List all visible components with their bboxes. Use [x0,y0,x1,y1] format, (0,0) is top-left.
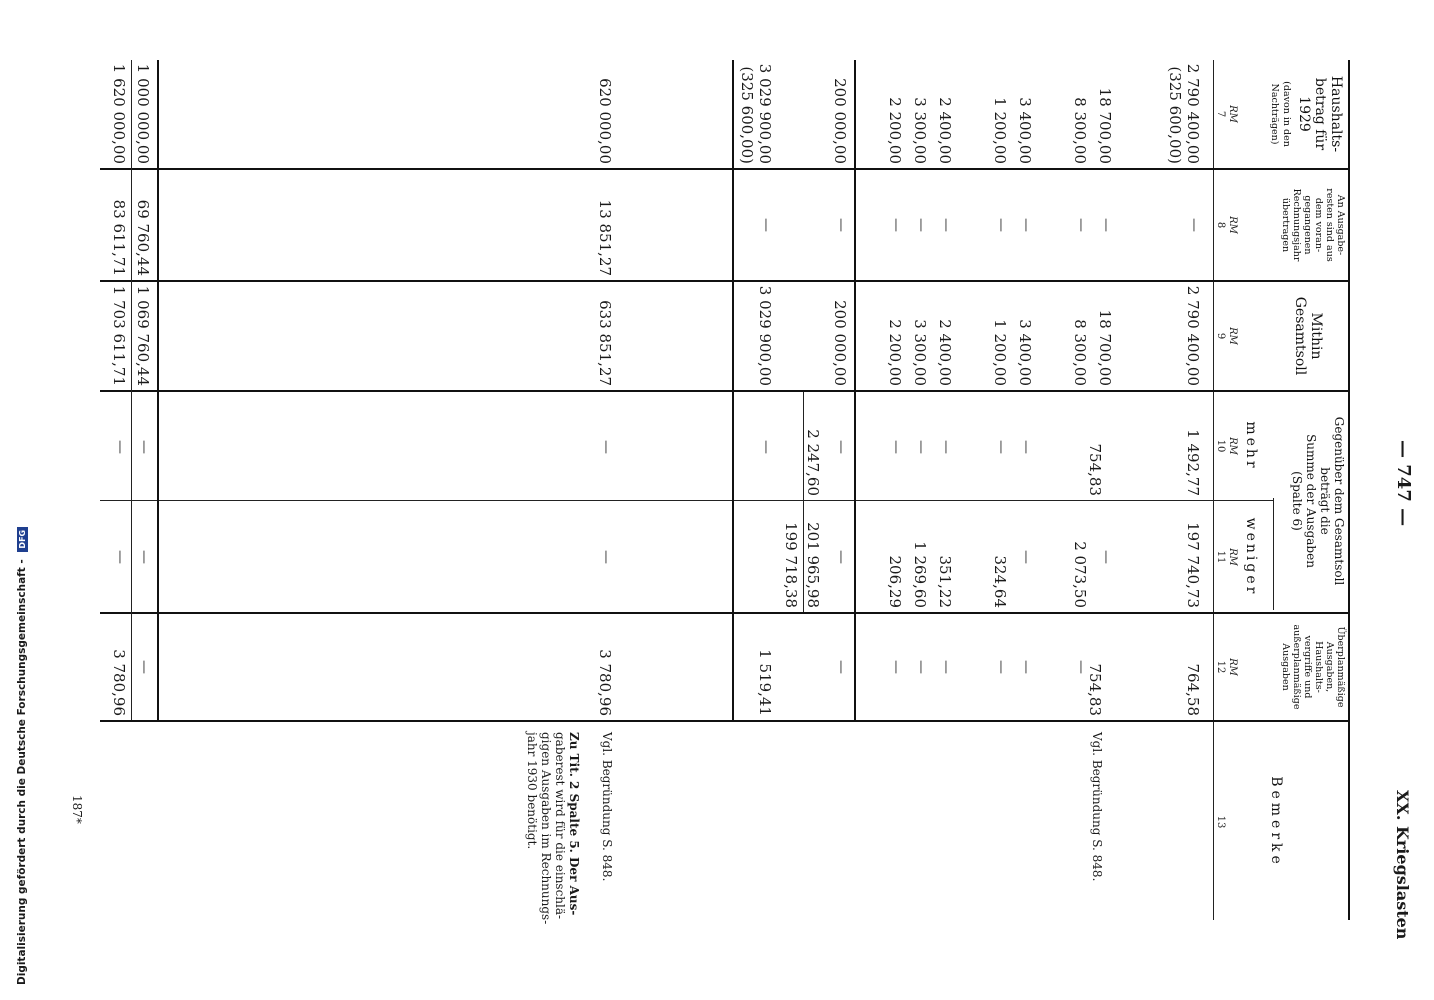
col9-number: 9 [1215,332,1226,340]
side-note-line-2: gaberest wird für die einschlä- [553,732,567,920]
col12-header: Überplanmäßige Ausgaben, Haushalts- vergriffe und außerplanmäßige Ausgaben [1280,624,1346,710]
r9-col8: — [833,218,849,232]
col7-header: Haushalts- betrag für 1929 [1296,75,1344,153]
footer-mark: 187* [70,795,84,824]
total-col10: — [112,440,128,454]
r10-col8: — [758,218,774,232]
r9-col9: 200 000,00 [831,300,849,386]
col10-number: 10 [1215,439,1226,453]
r5-col12: — [993,660,1009,674]
r8-col9: 2 200,00 [886,319,904,386]
col7-subheader: (davon in den Nachträgen) [1269,81,1292,147]
col-divider-10-11 [100,500,1274,501]
r11-col12: 3 780,96 [596,649,614,716]
r1-col7: 2 790 400,00 [1184,63,1202,164]
total-col9: 1 703 611,71 [110,285,128,386]
r2-col9: 18 700,00 [1096,309,1114,386]
r2-col12: 754,83 [1086,663,1104,716]
r11-col10: — [598,440,614,454]
r4-col11: — [1018,550,1034,564]
total-col7-b: 1 620 000,00 [110,63,128,164]
r11-remark: Vgl. Begründung S. 848. [600,732,614,882]
r12-col11: — [136,550,152,564]
r9-col7: 200 000,00 [831,78,849,164]
col8-number: 8 [1215,221,1226,229]
rule-above-r11 [732,60,734,720]
subtotal-col10: 2 247,60 [804,429,822,496]
r8-col12: — [888,660,904,674]
subtotal-col11-net: 199 718,38 [782,522,800,608]
col10-unit: RM [1227,437,1238,455]
r10-col12: 1 519,41 [756,649,774,716]
r12-col8: 69 760,44 [134,199,152,276]
r6-col10: — [938,440,954,454]
r11-col7: 620 000,00 [596,78,614,164]
total-rule [131,60,132,720]
r1-col7-note: (325 600,00) [1166,66,1184,164]
total-col12: 3 780,96 [110,649,128,716]
r10-col7: 3 029 900,00 [756,63,774,164]
r6-col12: — [938,660,954,674]
r3-col12: — [1073,660,1089,674]
side-note-line-3: gigen Ausgaben im Rechnungs- [539,732,553,925]
side-note-line-4: jahr 1930 benötigt. [525,732,539,850]
group-header: Gegenüber dem Gesamtsoll beträgt die Summe der Ausgaben (Spalte 6) [1290,416,1346,586]
r8-col7: 2 200,00 [886,97,904,164]
r8-col8: — [888,218,904,232]
r5-col8: — [993,218,1009,232]
col10-header: mehr [1243,421,1259,471]
col13-header: Bemerke [1268,776,1284,868]
r10-col7-note: (325 600,00) [738,66,756,164]
col7-number: 7 [1215,110,1226,118]
r4-col10: — [1018,440,1034,454]
page-number: — 747 — [1393,440,1414,527]
r12-col9: 1 069 760,44 [134,285,152,386]
r9-col10: — [833,440,849,454]
chapter-title: XX. Kriegslasten [1393,790,1412,940]
col12-unit: RM [1227,658,1238,676]
r7-col11: 1 269,60 [911,541,929,608]
digitization-text: Digitalisierung gefördert durch die Deutsche Forschungsgemeinschaft - [16,559,28,985]
r1-col12: 764,58 [1184,663,1202,716]
r10-col9: 3 029 900,00 [756,285,774,386]
r4-col8: — [1018,218,1034,232]
r4-col9: 3 400,00 [1016,319,1034,386]
r3-col7: 8 300,00 [1071,97,1089,164]
col13-number: 13 [1215,815,1226,829]
r11-col8: 13 851,27 [596,199,614,276]
r5-col11: 324,64 [991,555,1009,608]
r2-col8: — [1098,218,1114,232]
r3-col8: — [1073,218,1089,232]
r1-col11: 197 740,73 [1184,522,1202,608]
r2-remark: Vgl. Begründung S. 848. [1090,732,1104,882]
rule-above-r12 [157,60,159,720]
r3-col11: 2 073,50 [1071,541,1089,608]
r8-col11: 206,29 [886,555,904,608]
r7-col12: — [913,660,929,674]
r6-col11: 351,22 [936,555,954,608]
col-divider-7-8 [100,168,1350,170]
r9-col11: — [833,550,849,564]
r2-col10: 754,83 [1086,443,1104,496]
group-header-rule [1273,498,1274,610]
r12-col12: — [136,660,152,674]
col-divider-9-10 [100,390,1350,392]
r1-col9: 2 790 400,00 [1184,285,1202,386]
r7-col9: 3 300,00 [911,319,929,386]
rule-above-r9 [854,60,856,720]
r1-col10: 1 492,77 [1184,429,1202,496]
r7-col7: 3 300,00 [911,97,929,164]
r8-col10: — [888,440,904,454]
r1-col8: — [1186,218,1202,232]
r11-col11: — [598,550,614,564]
r3-col9: 8 300,00 [1071,319,1089,386]
r6-col9: 2 400,00 [936,319,954,386]
col-divider-11-12 [100,612,1350,614]
total-col11: — [112,550,128,564]
dfg-logo: DFG [17,527,28,552]
subtotal-col11: 201 965,98 [804,522,822,608]
r2-col11: — [1098,550,1114,564]
col12-number: 12 [1215,660,1226,674]
r4-col12: — [1018,660,1034,674]
col9-header: Mithin Gesamtsoll [1292,296,1324,376]
r11-col9: 633 851,27 [596,300,614,386]
r6-col8: — [938,218,954,232]
r5-col9: 1 200,00 [991,319,1009,386]
r7-col8: — [913,218,929,232]
total-col7-a: 1 000 000,00 [134,63,152,164]
col9-unit: RM [1227,327,1238,345]
r9-col12: — [833,660,849,674]
col8-header: An Ausgabe- resten sind aus dem voran- gegangenen Rechnungsjahr übertragen [1280,188,1346,262]
col8-unit: RM [1227,216,1238,234]
table-top-rule [1348,60,1350,920]
col11-unit: RM [1227,548,1238,566]
r5-col7: 1 200,00 [991,97,1009,164]
total-col8: 83 611,71 [110,199,128,276]
r7-col10: — [913,440,929,454]
col-divider-12-13 [100,720,1350,722]
col7-unit: RM [1227,105,1238,123]
r2-col7: 18 700,00 [1096,87,1114,164]
col-divider-8-9 [100,280,1350,282]
header-bottom-rule [1213,60,1214,920]
r6-col7: 2 400,00 [936,97,954,164]
side-note-line-1: Zu Tit. 2 Spalte 5. Der Aus- [567,732,581,916]
r5-col10: — [993,440,1009,454]
r12-col10: — [136,440,152,454]
col11-number: 11 [1215,550,1226,564]
r10-col10: — [758,440,774,454]
col11-header: weniger [1243,517,1259,597]
r4-col7: 3 400,00 [1016,97,1034,164]
